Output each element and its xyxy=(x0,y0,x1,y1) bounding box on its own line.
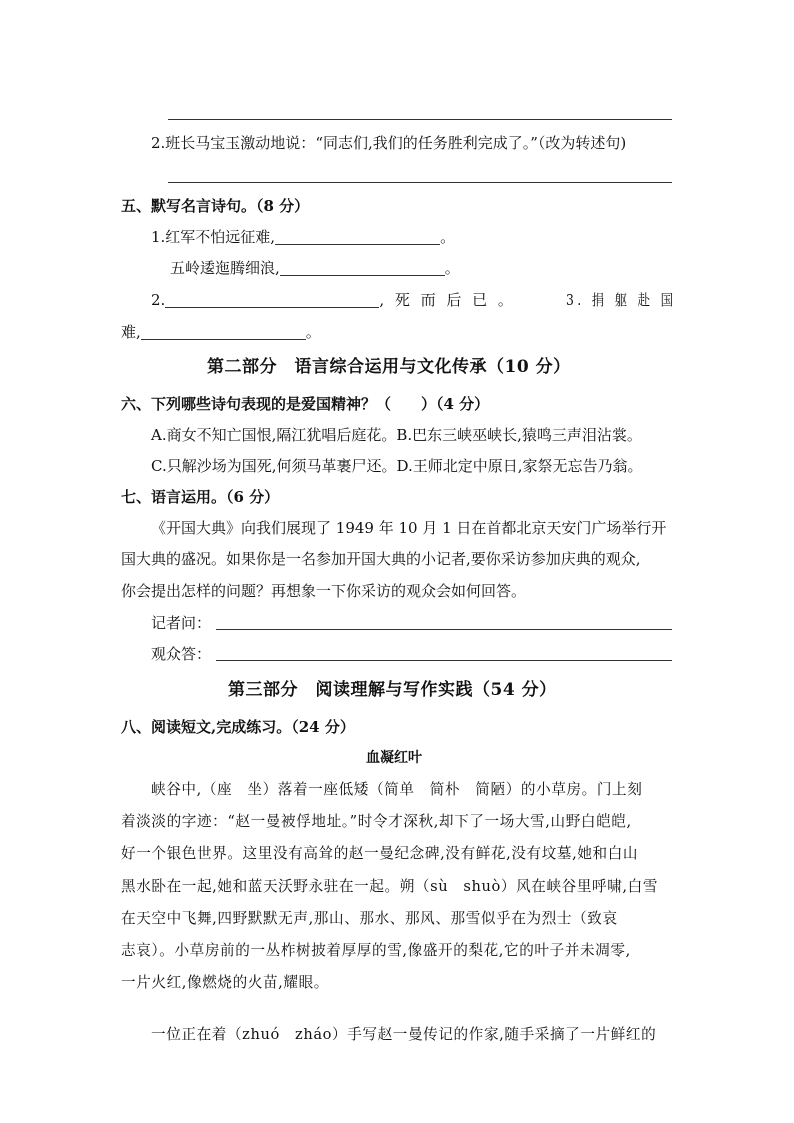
part3-title: 第三部分 阅读理解与写作实践（54 分） xyxy=(228,680,557,700)
s5-item1-line-b xyxy=(170,257,460,279)
reporter-answer-line[interactable] xyxy=(216,629,672,630)
fill-blank[interactable] xyxy=(280,259,445,276)
s5-item3-cont: 难, xyxy=(121,323,141,341)
part2-title: 第二部分 语言综合运用与文化传承（10 分） xyxy=(207,357,571,377)
s5-item3-prefix: 3. 捐 躯 赴 国 xyxy=(566,291,677,309)
answer-line[interactable] xyxy=(168,182,672,183)
fill-blank[interactable] xyxy=(275,228,440,245)
passage-title: 血凝红叶 xyxy=(366,750,422,766)
section8-heading: 八、阅读短文,完成练习。（24 分） xyxy=(121,718,355,736)
reporter-label: 记者问： xyxy=(151,614,212,632)
s5-item2-prefix: 2. xyxy=(151,291,166,309)
period: 。 xyxy=(305,323,321,341)
passage-line: 峡谷中,（座 坐）落着一座低矮（简单 简朴 简陋）的小草房。门上刻 xyxy=(151,781,643,798)
s6-options-line2: C.只解沙场为国死,何须马革裹尸还。D.王师北定中原日,家祭无忘告乃翁。 xyxy=(151,457,643,475)
s7-para-line1: 《开国大典》向我们展现了 1949 年 10 月 1 日在首都北京天安门广场举行开 xyxy=(151,519,667,537)
audience-label: 观众答： xyxy=(151,645,212,663)
s5-item2-suffix: , 死 而 后 已 。 xyxy=(379,291,516,309)
section7-heading: 七、语言运用。（6 分） xyxy=(121,488,280,506)
passage-line: 黑水卧在一起,她和蓝天沃野永驻在一起。朔（sù shuò）风在峡谷里呼啸,白雪 xyxy=(121,878,659,895)
q4-item2: 2.班长马宝玉激动地说：“同志们,我们的任务胜利完成了。”（改为转述句) xyxy=(151,134,627,152)
section6-heading: 六、下列哪些诗句表现的是爱国精神？（ ）（4 分） xyxy=(121,395,490,413)
passage-line: 志哀）。小草房前的一丛柞树披着厚厚的雪,像盛开的梨花,它的叶子并未凋零, xyxy=(121,942,631,959)
passage-line: 在天空中飞舞,四野默默无声,那山、那水、那风、那雪似乎在为烈士（致哀 xyxy=(121,910,618,927)
period: 。 xyxy=(444,259,460,277)
s5-item1-b-text: 五岭逶迤腾细浪, xyxy=(170,259,280,277)
fill-blank[interactable] xyxy=(141,323,306,340)
s7-para-line2: 国大典的盛况。如果你是一名参加开国大典的小记者,要你采访参加庆典的观众, xyxy=(121,550,641,568)
s5-item1-a-text: 1.红军不怕远征难, xyxy=(151,228,276,246)
section5-heading: 五、默写名言诗句。（8 分） xyxy=(121,197,310,215)
passage-line: 一位正在着（zhuó zháo）手写赵一曼传记的作家,随手采摘了一片鲜红的 xyxy=(151,1026,657,1043)
answer-line[interactable] xyxy=(168,119,672,120)
s7-para-line3: 你会提出怎样的问题？再想象一下你采访的观众会如何回答。 xyxy=(121,582,527,600)
period: 。 xyxy=(440,228,456,246)
fill-blank[interactable] xyxy=(165,291,379,308)
s6-options-line1: A.商女不知亡国恨,隔江犹唱后庭花。B.巴东三峡巫峡长,猿鸣三声泪沾裳。 xyxy=(151,426,642,444)
passage-line: 着淡淡的字迹：“赵一曼被俘地址。”时令才深秋,却下了一场大雪,山野白皑皑, xyxy=(121,813,632,830)
passage-line: 一片火红,像燃烧的火苗,耀眼。 xyxy=(121,974,329,991)
audience-answer-line[interactable] xyxy=(216,660,672,661)
s5-item3-line xyxy=(121,321,321,343)
s5-item2-line xyxy=(151,289,516,311)
passage-line: 好一个银色世界。这里没有高耸的赵一曼纪念碑,没有鲜花,没有坟墓,她和白山 xyxy=(121,845,639,862)
s5-item1-line-a xyxy=(151,226,455,248)
